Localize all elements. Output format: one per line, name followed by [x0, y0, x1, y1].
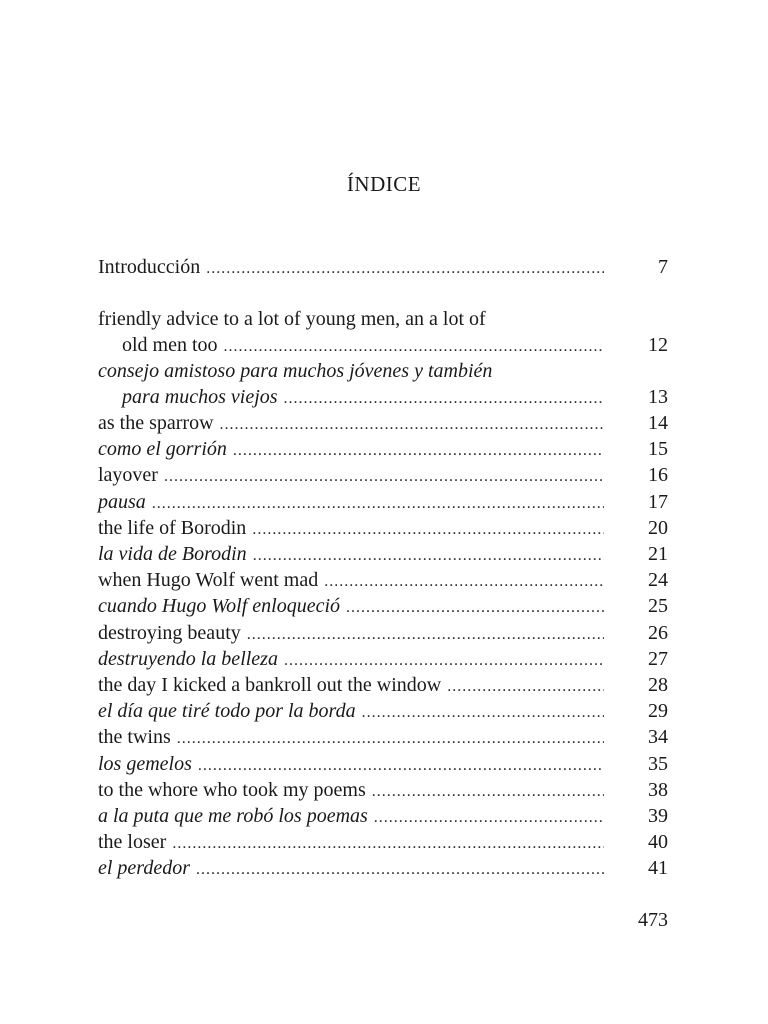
toc-entry-label: cuando Hugo Wolf enloqueció [98, 595, 341, 618]
toc-entry[interactable] [98, 489, 668, 515]
toc-entry-label: Introducción [98, 256, 201, 278]
dot-leader [247, 622, 604, 648]
toc-entry[interactable] [98, 515, 668, 541]
toc-entry[interactable] [98, 541, 668, 567]
toc-entry[interactable] [98, 436, 668, 462]
toc-entry-label: the life of Borodin [98, 516, 247, 539]
toc-entry[interactable] [98, 855, 668, 881]
toc-entry-second[interactable] [98, 384, 668, 410]
toc-entry-label: destroying beauty [98, 621, 241, 644]
toc-entry-page: 25 [648, 595, 668, 618]
dot-leader [374, 805, 604, 831]
toc-entry[interactable] [98, 724, 668, 750]
toc-entry-page: 15 [648, 438, 668, 461]
toc-entry-label: pausa [98, 490, 146, 513]
dot-leader [233, 438, 604, 464]
toc-entry-label: como el gorrión [98, 438, 227, 461]
toc-entry[interactable] [98, 410, 668, 436]
toc-entry[interactable] [98, 751, 668, 777]
toc-entry-page: 28 [648, 674, 668, 696]
toc-entry[interactable] [98, 777, 668, 803]
toc-entry-page: 24 [648, 569, 668, 592]
toc-entry-label: when Hugo Wolf went mad [98, 569, 319, 592]
dot-leader [372, 779, 604, 805]
dot-leader [172, 831, 604, 857]
toc-entry-label: a la puta que me robó los poemas [98, 805, 368, 827]
toc-entry[interactable] [98, 646, 668, 672]
toc-entry-intro[interactable] [98, 254, 668, 280]
toc-entry-label: los gemelos [98, 752, 192, 775]
toc-entry-label: the day I kicked a bankroll out the window [98, 674, 442, 696]
dot-leader [224, 334, 604, 360]
dot-leader [177, 726, 604, 752]
toc-entry[interactable] [98, 698, 668, 724]
toc-entry-page: 16 [648, 464, 668, 487]
toc-entry[interactable] [98, 829, 668, 855]
page-number: 473 [638, 909, 668, 931]
dot-leader [346, 595, 604, 621]
dot-leader [252, 517, 604, 543]
dot-leader [284, 386, 604, 412]
toc-entry[interactable] [98, 620, 668, 646]
toc-entry-page: 26 [648, 621, 668, 644]
toc-entry-page: 7 [658, 256, 668, 278]
toc-entry-page: 21 [648, 543, 668, 565]
toc-entry-label: layover [98, 464, 158, 487]
toc-entry-line-1: consejo amistoso para muchos jóvenes y también [98, 360, 493, 382]
toc-entry-page: 14 [648, 412, 668, 434]
toc-entry-label: the loser [98, 831, 167, 854]
dot-leader [196, 857, 604, 883]
toc-entry-page: 20 [648, 516, 668, 539]
toc-entry-page: 39 [648, 805, 668, 827]
toc-entry-page: 13 [648, 386, 668, 408]
dot-leader [253, 543, 604, 569]
dot-leader [198, 753, 604, 779]
toc-entry-page: 12 [648, 334, 668, 356]
toc-entry-label: el perdedor [98, 857, 191, 880]
toc-entry[interactable] [98, 803, 668, 829]
toc-entry[interactable] [98, 567, 668, 593]
dot-leader [362, 700, 604, 726]
toc-entry-label: to the whore who took my poems [98, 778, 366, 801]
toc-entry-page: 38 [648, 778, 668, 801]
toc-entry-label: para muchos viejos [122, 386, 278, 408]
toc-entry-page: 35 [648, 752, 668, 775]
toc-entry-label: la vida de Borodin [98, 543, 247, 565]
toc-entry[interactable] [98, 672, 668, 698]
toc-entry-label: destruyendo la belleza [98, 647, 278, 670]
dot-leader [164, 464, 604, 490]
toc-entry-page: 17 [648, 490, 668, 513]
dot-leader [152, 491, 604, 517]
dot-leader [206, 256, 604, 282]
dot-leader [324, 569, 604, 595]
toc-entry-label: the twins [98, 726, 171, 749]
toc-entry[interactable] [98, 593, 668, 619]
toc-entry-label: old men too [122, 334, 218, 356]
toc-entry-page: 34 [648, 726, 668, 749]
dot-leader [284, 648, 604, 674]
toc-entry-label: as the sparrow [98, 412, 214, 434]
dot-leader [447, 674, 604, 700]
toc-entry[interactable] [98, 462, 668, 488]
toc-entry-page: 41 [648, 857, 668, 880]
dot-leader [220, 412, 604, 438]
toc-entry-page: 40 [648, 831, 668, 854]
toc-entry-page: 27 [648, 647, 668, 670]
toc-entry-first[interactable] [98, 332, 668, 358]
page-title: ÍNDICE [346, 172, 422, 196]
toc-entry-label: el día que tiré todo por la borda [98, 700, 356, 723]
toc-entry-page: 29 [648, 700, 668, 723]
toc-entry-line-1: friendly advice to a lot of young men, an a lot of [98, 308, 486, 330]
